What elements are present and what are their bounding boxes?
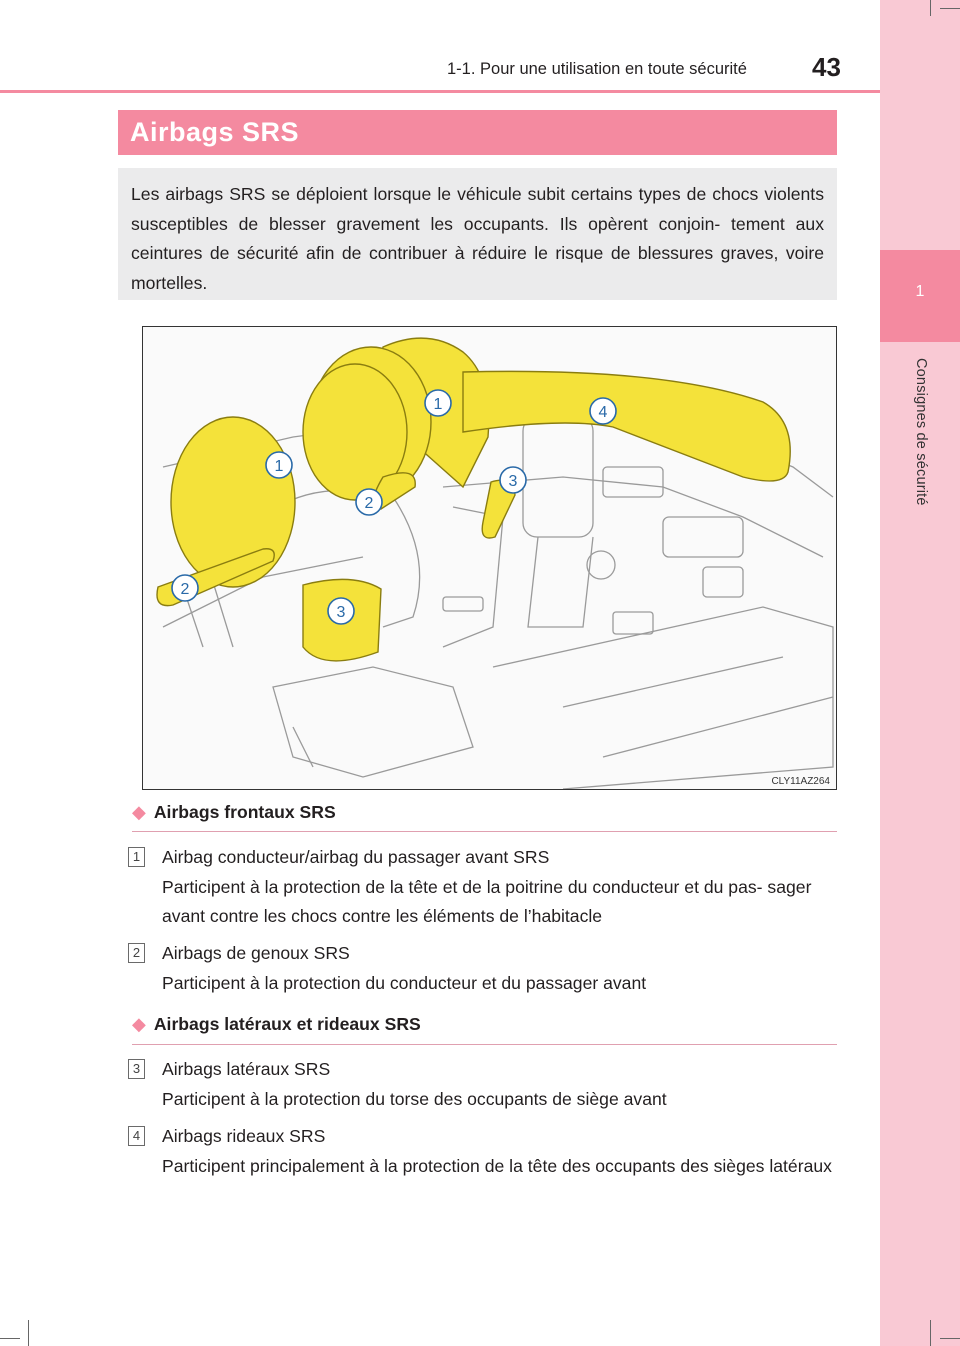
list-item (128, 1122, 838, 1181)
item-title: Airbags rideaux SRS (162, 1126, 326, 1146)
callout-label: 3 (336, 604, 346, 621)
section-heading-frontal (132, 802, 336, 823)
diamond-bullet-icon: ◆ (132, 802, 146, 822)
item-description: Participent à la protection du torse des occupants de siège avant (162, 1088, 667, 1109)
page-number: 43 (812, 52, 841, 82)
header-rule (0, 90, 880, 93)
section-heading-text: Airbags latéraux et rideaux SRS (153, 1014, 421, 1034)
airbag-illustration (142, 326, 837, 790)
crop-mark (0, 1338, 20, 1339)
section-rule (132, 831, 837, 832)
crop-mark (930, 1320, 931, 1346)
item-description: Participent à la protection de la tête et de la poitrine du conducteur et du pas- sager avant contre les chocs contre les éléments de l’habitacle (162, 876, 812, 926)
chapter-label: Consignes de sécurité (913, 358, 929, 506)
section-rule (132, 1044, 837, 1045)
item-number-badge: 4 (128, 1126, 145, 1146)
callout-label: 1 (274, 458, 284, 475)
crop-mark (940, 1338, 960, 1339)
item-number-badge: 1 (128, 847, 145, 867)
figure-code: CLY11AZ264 (771, 776, 830, 787)
list-item (128, 939, 838, 998)
item-description: Participent à la protection du conducteur et du passager avant (162, 972, 647, 993)
item-title: Airbags latéraux SRS (162, 1059, 331, 1079)
item-title: Airbag conducteur/airbag du passager avant SRS (162, 847, 550, 867)
item-description: Participent principalement à la protection de la tête des occupants des sièges latéraux (162, 1155, 832, 1176)
side-tab-strip (880, 0, 960, 1346)
item-number-badge: 2 (128, 943, 145, 963)
callout-label: 4 (598, 404, 608, 421)
item-number-badge: 3 (128, 1059, 145, 1079)
running-header: 1-1. Pour une utilisation en toute sécurité (447, 60, 747, 78)
crop-mark (930, 0, 931, 16)
car-interior-drawing (143, 327, 836, 789)
section-heading-side-curtain (132, 1014, 421, 1035)
diamond-bullet-icon: ◆ (132, 1014, 146, 1034)
list-item (128, 1055, 838, 1114)
callout-label: 1 (433, 396, 443, 413)
list-item (128, 843, 838, 932)
item-title: Airbags de genoux SRS (162, 943, 350, 963)
callout-label: 2 (180, 581, 190, 598)
crop-mark (940, 8, 960, 9)
callout-label: 2 (364, 495, 374, 512)
section-heading-text: Airbags frontaux SRS (153, 802, 336, 822)
crop-mark (28, 1320, 29, 1346)
page-title: Airbags SRS (118, 110, 837, 155)
chapter-number: 1 (915, 283, 925, 300)
callout-label: 3 (508, 473, 518, 490)
curtain-airbag (463, 371, 790, 481)
intro-paragraph: Les airbags SRS se déploient lorsque le véhicule subit certains types de chocs violents susceptibles de blesser gravement les occupants. Ils opèrent conjoin- tement aux ceintures de sécurité afin de contribuer à réduire le risque de blessures graves, voire mortelles. (118, 168, 837, 300)
